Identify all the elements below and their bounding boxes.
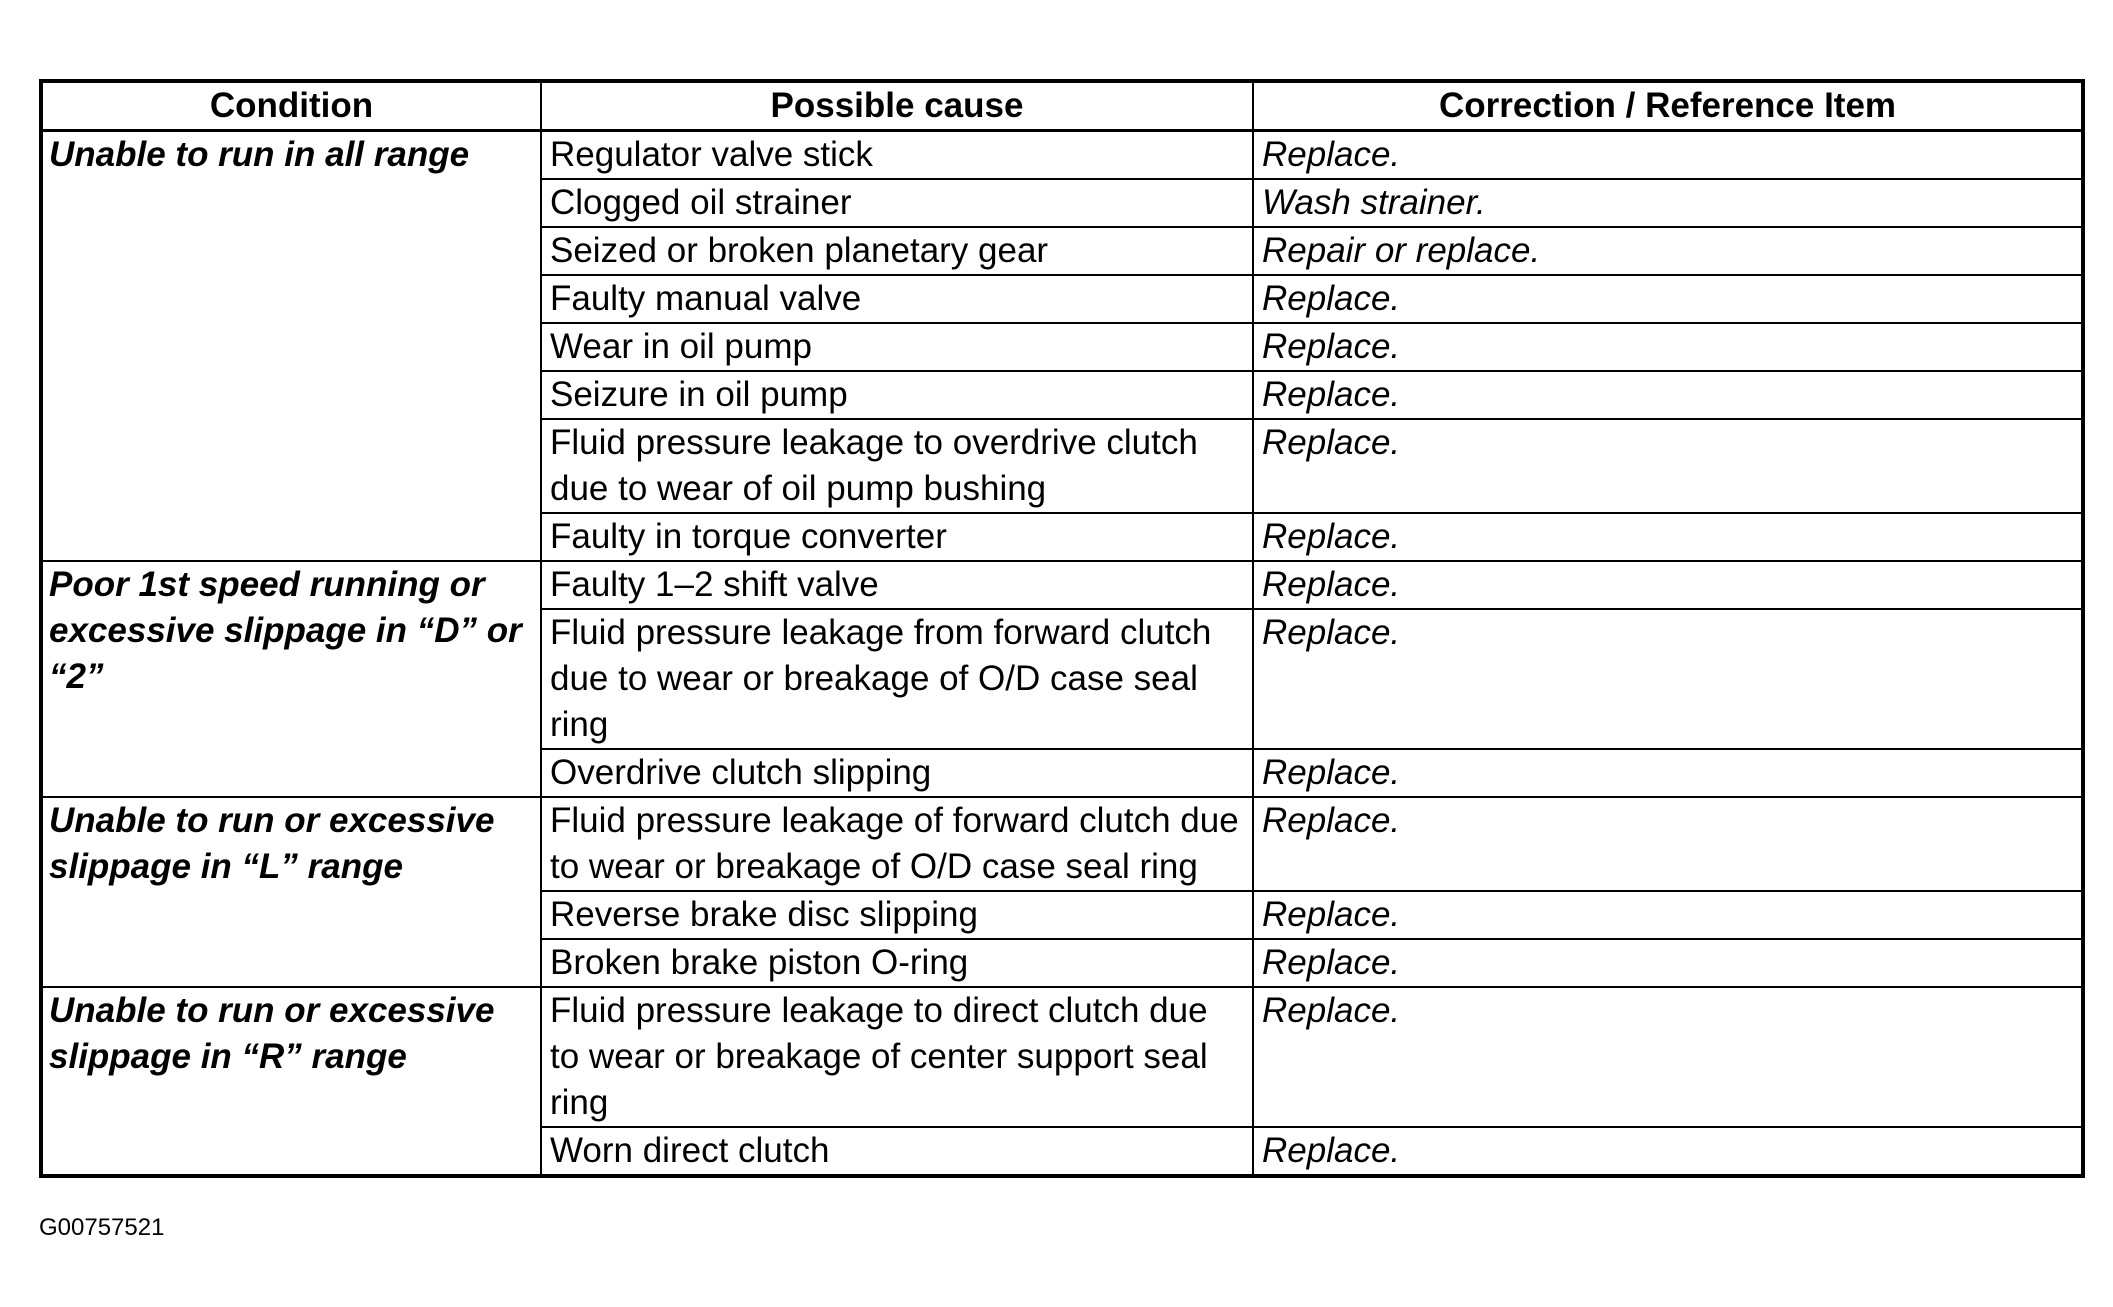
header-condition: Condition [41,81,541,131]
correction-cell: Replace. [1253,561,2083,609]
cause-cell: Faulty manual valve [541,275,1253,323]
figure-id: G00757521 [39,1214,165,1241]
correction-cell: Replace. [1253,323,2083,371]
header-possible-cause: Possible cause [541,81,1253,131]
cause-cell: Regulator valve stick [541,131,1253,180]
correction-cell: Replace. [1253,797,2083,891]
cause-cell: Faulty in torque converter [541,513,1253,561]
header-row [41,81,2083,131]
condition-cell: Poor 1st speed running or excessive slippage in “D” or “2” [41,561,541,797]
table-row [41,797,2083,891]
cause-cell: Fluid pressure leakage of forward clutch due to wear or breakage of O/D case seal ring [541,797,1253,891]
cause-cell: Fluid pressure leakage to overdrive clutch due to wear of oil pump bushing [541,419,1253,513]
correction-cell: Replace. [1253,1127,2083,1176]
cause-cell: Faulty 1–2 shift valve [541,561,1253,609]
correction-cell: Replace. [1253,891,2083,939]
cause-cell: Fluid pressure leakage from forward clutch due to wear or breakage of O/D case seal ring [541,609,1253,749]
table-body [41,131,2083,1177]
correction-cell: Replace. [1253,939,2083,987]
condition-cell: Unable to run or excessive slippage in “R” range [41,987,541,1176]
table-row [41,131,2083,180]
condition-cell: Unable to run or excessive slippage in “L” range [41,797,541,987]
cause-cell: Reverse brake disc slipping [541,891,1253,939]
condition-cell: Unable to run in all range [41,131,541,562]
table-row [41,561,2083,609]
cause-cell: Broken brake piston O-ring [541,939,1253,987]
cause-cell: Fluid pressure leakage to direct clutch due to wear or breakage of center support seal ring [541,987,1253,1127]
cause-cell: Clogged oil strainer [541,179,1253,227]
header-correction: Correction / Reference Item [1253,81,2083,131]
correction-cell: Replace. [1253,419,2083,513]
cause-cell: Wear in oil pump [541,323,1253,371]
cause-cell: Seized or broken planetary gear [541,227,1253,275]
troubleshooting-table [39,79,2085,1178]
correction-cell: Wash strainer. [1253,179,2083,227]
correction-cell: Replace. [1253,987,2083,1127]
cause-cell: Worn direct clutch [541,1127,1253,1176]
correction-cell: Replace. [1253,513,2083,561]
correction-cell: Replace. [1253,371,2083,419]
correction-cell: Replace. [1253,275,2083,323]
correction-cell: Replace. [1253,131,2083,180]
cause-cell: Overdrive clutch slipping [541,749,1253,797]
table-row [41,987,2083,1127]
correction-cell: Replace. [1253,609,2083,749]
correction-cell: Replace. [1253,749,2083,797]
correction-cell: Repair or replace. [1253,227,2083,275]
cause-cell: Seizure in oil pump [541,371,1253,419]
